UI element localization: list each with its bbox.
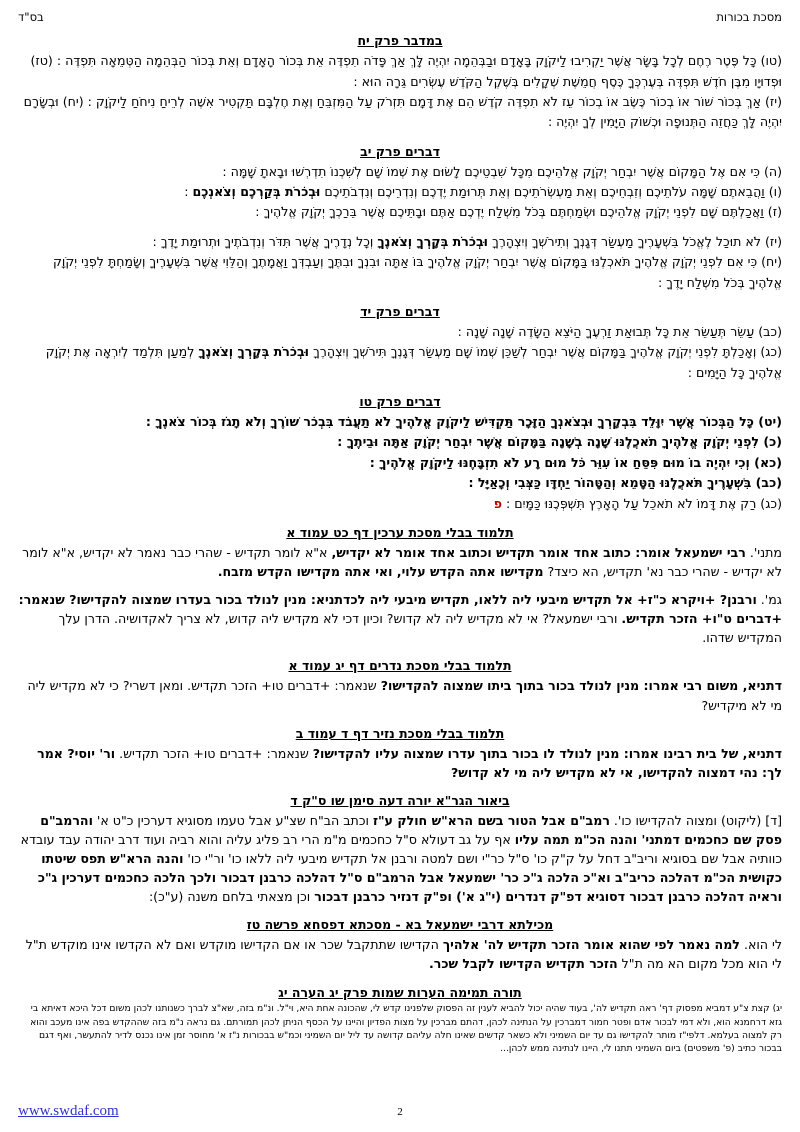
text-line: (ו) וַהֲבֵאתֶם שָׁמָּה עֹלֹתֵיכֶם וְזִבְחֵיכֶם וְאֵת מַעְשְׂרֹתֵיכֶם וְאֵת תְּרוּמַת יֶדְכֶם וְנִדְרֵיכֶם וְנִדְבֹתֵיכֶם וּבְכֹרֹת בְּקַרְכֶם וְצֹאנְכֶם : bbox=[184, 184, 782, 200]
text-line: גמ'. ורבנן? +ויקרא כ"ז+ אל תקדיש מיבעי ליה ללאו, תקדיש מיבעי ליה לכדתניא: מנין לנולד בכור בעדרו שמצוה להקדישו? שנאמר: +דברים ט"ו+ הזכר תקדיש. ורבי ישמעאל? אי לא מקדיש ליה לא קדוש? וכיון דכי לא מקדיש ליה קדוש, לא צריך לאקדושיה. הדרן עלך המקדיש שדהו. bbox=[18, 592, 782, 646]
text-line: (יז) לֹא תוּכַל לֶאֱכֹל בִּשְׁעָרֶיךָ מַעְשַׂר דְּגָנְךָ וְתִירֹשְׁךָ וְיִצְהָרֶךָ וּבְכֹרֹת בְּקָרְךָ וְצֹאנֶךָ וְכָל נְדָרֶיךָ אֲשֶׁר תִּדֹּר וְנִדְבֹתֶיךָ וּתְרוּמַת יָדֶךָ : bbox=[152, 233, 782, 249]
text-line: (יט) כָּל הַבְּכוֹר אֲשֶׁר יִוָּלֵד בִּבְקָרְךָ וּבְצֹאנְךָ הַזָּכָר תַּקְדִּישׁ לַיקֹוָק אֱלֹהֶיךָ לֹא תַעֲבֹד בִּבְכֹר שׁוֹרֶךָ וְלֹא תָגֹז בְּכוֹר צֹאנֶךָ : bbox=[145, 413, 782, 429]
text-line: (ה) כִּי אִם אֶל הַמָּקוֹם אֲשֶׁר יִבְחַר יְקֹוָק אֱלֹהֵיכֶם מִכָּל שִׁבְטֵיכֶם לָשׂוּם אֶת שְׁמוֹ שָׁם לְשִׁכְנוֹ תִדְרְשׁוּ וּבָאתָ שָׁמָּה : bbox=[222, 163, 782, 179]
page-header bbox=[18, 10, 782, 24]
section-text bbox=[18, 51, 782, 133]
text-line: (טו) כָּל פֶּטֶר רֶחֶם לְכָל בָּשָׂר אֲשֶׁר יַקְרִיבוּ לַיקֹוָק בָּאָדָם וּבַבְּהֵמָה יִהְיֶה לָּךְ אַךְ פָּדֹה תִפְדֶּה אֵת בְּכוֹר הָאָדָם וְאֵת בְּכוֹר הַבְּהֵמָה הַטְּמֵאָה תִּפְדֶּה : (טז) וּפְדוּיָו מִבֶּן חֹדֶשׁ תִּפְדֶּה בְּעֶרְכְּךָ כֶּסֶף חֲמֵשֶׁת שְׁקָלִים בְּשֶׁקֶל הַקֹּדֶשׁ עֶשְׂרִים גֵּרָה הוּא : bbox=[30, 53, 782, 89]
document-body bbox=[18, 33, 782, 1055]
text-line: (כב) בִּשְׁעָרֶיךָ תֹּאכֲלֶנּוּ הַטָּמֵא וְהַטָּהוֹר יַחְדָּו כַּצְּבִי וְכָאַיָּל : bbox=[468, 475, 782, 491]
page-footer bbox=[0, 1103, 800, 1120]
text-line: (כב) עַשֵּׂר תְּעַשֵּׂר אֵת כָּל תְּבוּאַת זַרְעֶךָ הַיֹּצֵא הַשָּׂדֶה שָׁנָה שָׁנָה : bbox=[457, 323, 782, 339]
text-line: (יז) אַךְ בְּכוֹר שׁוֹר אוֹ בְכוֹר כֶּשֶׂב אוֹ בְכוֹר עֵז לֹא תִפְדֶּה קֹדֶשׁ הֵם אֶת דָּמָם תִּזְרֹק עַל הַמִּזְבֵּחַ וְאֶת חֶלְבָּם תַּקְטִיר אִשֶּׁה לְרֵיחַ נִיחֹחַ לַיקֹוָק : (יח) וּבְשָׂרָם יִהְיֶה לָּךְ כַּחֲזֵה הַתְּנוּפָה וּכְשׁוֹק הַיָּמִין לְךָ יִהְיֶה : bbox=[23, 94, 782, 130]
section-title: תלמוד בבלי מסכת נדרים דף יג עמוד א bbox=[288, 658, 512, 674]
section-bamidbar-18 bbox=[18, 33, 782, 132]
section-text bbox=[18, 1002, 782, 1055]
section-nedarim-13a bbox=[18, 658, 782, 714]
text-line: דתניא, של בית רבינו אמרו: מנין לנולד לו בכור בתוך עדרו שמצוה עליו להקדישו? שנאמר: +דברים טו+ הזכר תקדיש. ור' יוסי? אמר לך: נהי דמצוה להקדישו, אי לא מקדיש ליה מי לא קדוש? bbox=[37, 745, 782, 780]
section-title: מכילתא דרבי ישמעאל בא - מסכתא דפסחא פרשה טז bbox=[246, 917, 554, 933]
section-nazir-4b bbox=[18, 726, 782, 782]
section-title: דברים פרק יד bbox=[360, 304, 440, 320]
text-line: (כג) וְאָכַלְתָּ לִפְנֵי יְקֹוָק אֱלֹהֶיךָ בַּמָּקוֹם אֲשֶׁר יִבְחַר לְשַׁכֵּן שְׁמוֹ שָׁם מַעְשַׂר דְּגָנְךָ תִּירֹשְׁךָ וְיִצְהָרֶךָ וּבְכֹרֹת בְּקָרְךָ וְצֹאנֶךָ לְמַעַן תִּלְמַד לְיִרְאָה אֶת יְקֹוָק אֱלֹהֶיךָ כָּל הַיָּמִים : bbox=[45, 344, 782, 380]
section-text bbox=[18, 935, 782, 973]
section-text bbox=[18, 744, 782, 782]
text-line: (כ) לִפְנֵי יְקֹוָק אֱלֹהֶיךָ תֹאכֲלֶנּוּ שָׁנָה בְשָׁנָה בַּמָּקוֹם אֲשֶׁר יִבְחַר יְקֹוָק אַתָּה וּבֵיתֶךָ : bbox=[337, 434, 782, 450]
section-title: במדבר פרק יח bbox=[357, 33, 443, 49]
text-spacer bbox=[18, 223, 782, 232]
header-masechet-label: מסכת בכורות bbox=[716, 10, 782, 24]
text-spacer bbox=[18, 581, 782, 590]
section-title: תלמוד בבלי מסכת נזיר דף ד עמוד ב bbox=[295, 725, 505, 741]
section-text bbox=[18, 811, 782, 907]
section-devarim-12 bbox=[18, 144, 782, 293]
section-text bbox=[18, 543, 782, 648]
section-devarim-15 bbox=[18, 394, 782, 514]
section-arachin-29a bbox=[18, 525, 782, 648]
text-line: מתני'. רבי ישמעאל אומר: כתוב אחד אומר תקדיש וכתוב אחד אומר לא יקדיש, א"א לומר תקדיש - שהרי כבר נאמר לא יקדיש, א"א לומר לא יקדיש - שהרי כבר נא' תקדיש, הא כיצד? מקדישו אתה הקדש עלוי, ואי אתה מקדישו הקדש מזבח. bbox=[22, 544, 782, 579]
section-devarim-14 bbox=[18, 304, 782, 383]
swdaf-website-link[interactable]: www.swdaf.com bbox=[18, 1103, 119, 1119]
section-torah-temimah bbox=[18, 985, 782, 1056]
section-biur-hagra bbox=[18, 793, 782, 907]
section-title: תורה תמימה הערות שמות פרק יג הערה יג bbox=[278, 984, 522, 1000]
section-mechilta bbox=[18, 917, 782, 973]
text-line: [ד] (ליקוט) ומצוה להקדישו כו'. רמב"ם אבל הטור בשם הרא"ש חולק ע"ז וכתב הב"ח שצ"ע אבל טעמו מסוגיא דערכין כ"ט א' והרמב"ם פסק שם כחכמים דמתני' והנה הכ"מ תמה עליו אף על גב דעולא ס"ל כחכמים מ"מ הרי רב פליג עליה והוא רביה ועוד דרב יהודה עבד עובדא כוותיה אבל שם בסוגיא וריב"ב דחל על ק"ק כו' ס"ל כר"י ושם למטה ורבנן אל תקדיש מיבעי ליה ללאו כו' ור"י כו' והנה הרא"ש תפס שיטתו כקושית הכ"מ דהלכה כריב"ב וא"כ הלכה ג"כ כר' ישמעאל אבל הרמב"ם ס"ל דהלכה כרבנן דבכור ולכך הלכה כחכמים דערכין ג"כ וראיה דהלכה כרבנן דבכור דסוגיא דפ"ק דנדרים (י"ג א') ופ"ק דנזיר כרבנן דבכור וכן מצאתי בלחם משנה (ע"כ): bbox=[20, 812, 782, 905]
section-title: דברים פרק יב bbox=[360, 143, 440, 159]
header-bsd-label: בס"ד bbox=[18, 10, 44, 24]
section-text bbox=[18, 676, 782, 714]
section-title: דברים פרק טו bbox=[359, 394, 441, 410]
text-line: (כג) רַק אֶת דָּמוֹ לֹא תֹאכֵל עַל הָאָרֶץ תִּשְׁפְּכֶנּוּ כַּמָּיִם : פ bbox=[493, 495, 782, 511]
section-title: ביאור הגר"א יורה דעה סימן שו ס"ק ד bbox=[290, 792, 510, 808]
text-line: יג) קצת צ"ע דמביא מפסוק דף' ראה תקדיש לה', בעוד שהיה יכול להביא לענין זה הפסוק שלפנינו קדש לי, שהכונה אחת היא, וי"ל. ונ"מ בזה, שא"צ לברך כשנותנו לכהן משום דכל היכא דאיתא בי גזא דרחמנא הוא, ולא דמי לבכור אדם ופטר חמור דמברכין על הנתינה לכהן, דהתם מברכין על מצות הפדיון והיינו על הכסף הניתן לכהן תמורתם. גם נראה נ"מ בזה שההקדש בפה אינו מעכב והוא רק למצוה בעלמא. דלפי"ז מותר להקדישו גם עד יום השמיני ולא כשאר קדשים שאינו חלה עליהם קדושה עד ליל יום השמיני וכמ"ש בבכורות נ"ז א' מחוסר זמן אינו נכנס לדיר להתעשר, ואף דגם בבכור כתיב (פ' משפטים) ביום השמיני תתנו לי, היינו לנתינה ממש לכהן... bbox=[30, 1003, 782, 1055]
text-line: דתניא, משום רבי אמרו: מנין לנולד בכור בתוך ביתו שמצוה להקדישו? שנאמר: +דברים טו+ הזכר תקדיש. ומאן דשרי? כי לא מקדיש ליה מי לא מיקדיש? bbox=[27, 678, 782, 713]
page-number: 2 bbox=[397, 1105, 403, 1118]
text-line: (כא) וְכִי יִהְיֶה בוֹ מוּם פִּסֵּחַ אוֹ עִוֵּר כֹּל מוּם רָע לֹא תִזְבָּחֶנּוּ לַיקֹוָק אֱלֹהֶיךָ : bbox=[369, 454, 782, 470]
section-text bbox=[18, 412, 782, 514]
text-line: לי הוא. למה נאמר לפי שהוא אומר הזכר תקדיש לה' אלהיך הקדישו שתתקבל שכר או אם הקדישו מוקדש ואם לא הקדשו אינו מוקדש ת"ל לי הוא מכל מקום הא מה ת"ל הזכר תקדיש הקדישו לקבל שכר. bbox=[25, 937, 782, 972]
section-text bbox=[18, 322, 782, 383]
section-title: תלמוד בבלי מסכת ערכין דף כט עמוד א bbox=[286, 524, 514, 540]
text-line: (ז) וַאֲכַלְתֶּם שָׁם לִפְנֵי יְקֹוָק אֱלֹהֵיכֶם וּשְׂמַחְתֶּם בְּכֹל מִשְׁלַח יֶדְכֶם אַתֶּם וּבָתֵּיכֶם אֲשֶׁר בֵּרַכְךָ יְקֹוָק אֱלֹהֶיךָ : bbox=[255, 204, 782, 220]
section-text bbox=[18, 162, 782, 293]
text-line: (יח) כִּי אִם לִפְנֵי יְקֹוָק אֱלֹהֶיךָ תֹּאכְלֶנּוּ בַּמָּקוֹם אֲשֶׁר יִבְחַר יְקֹוָק אֱלֹהֶיךָ בּוֹ אַתָּה וּבִנְךָ וּבִתֶּךָ וְעַבְדְּךָ וַאֲמָתֶךָ וְהַלֵּוִי אֲשֶׁר בִּשְׁעָרֶיךָ וְשָׂמַחְתָּ לִפְנֵי יְקֹוָק אֱלֹהֶיךָ בְּכֹל מִשְׁלַח יָדֶךָ : bbox=[52, 254, 782, 290]
